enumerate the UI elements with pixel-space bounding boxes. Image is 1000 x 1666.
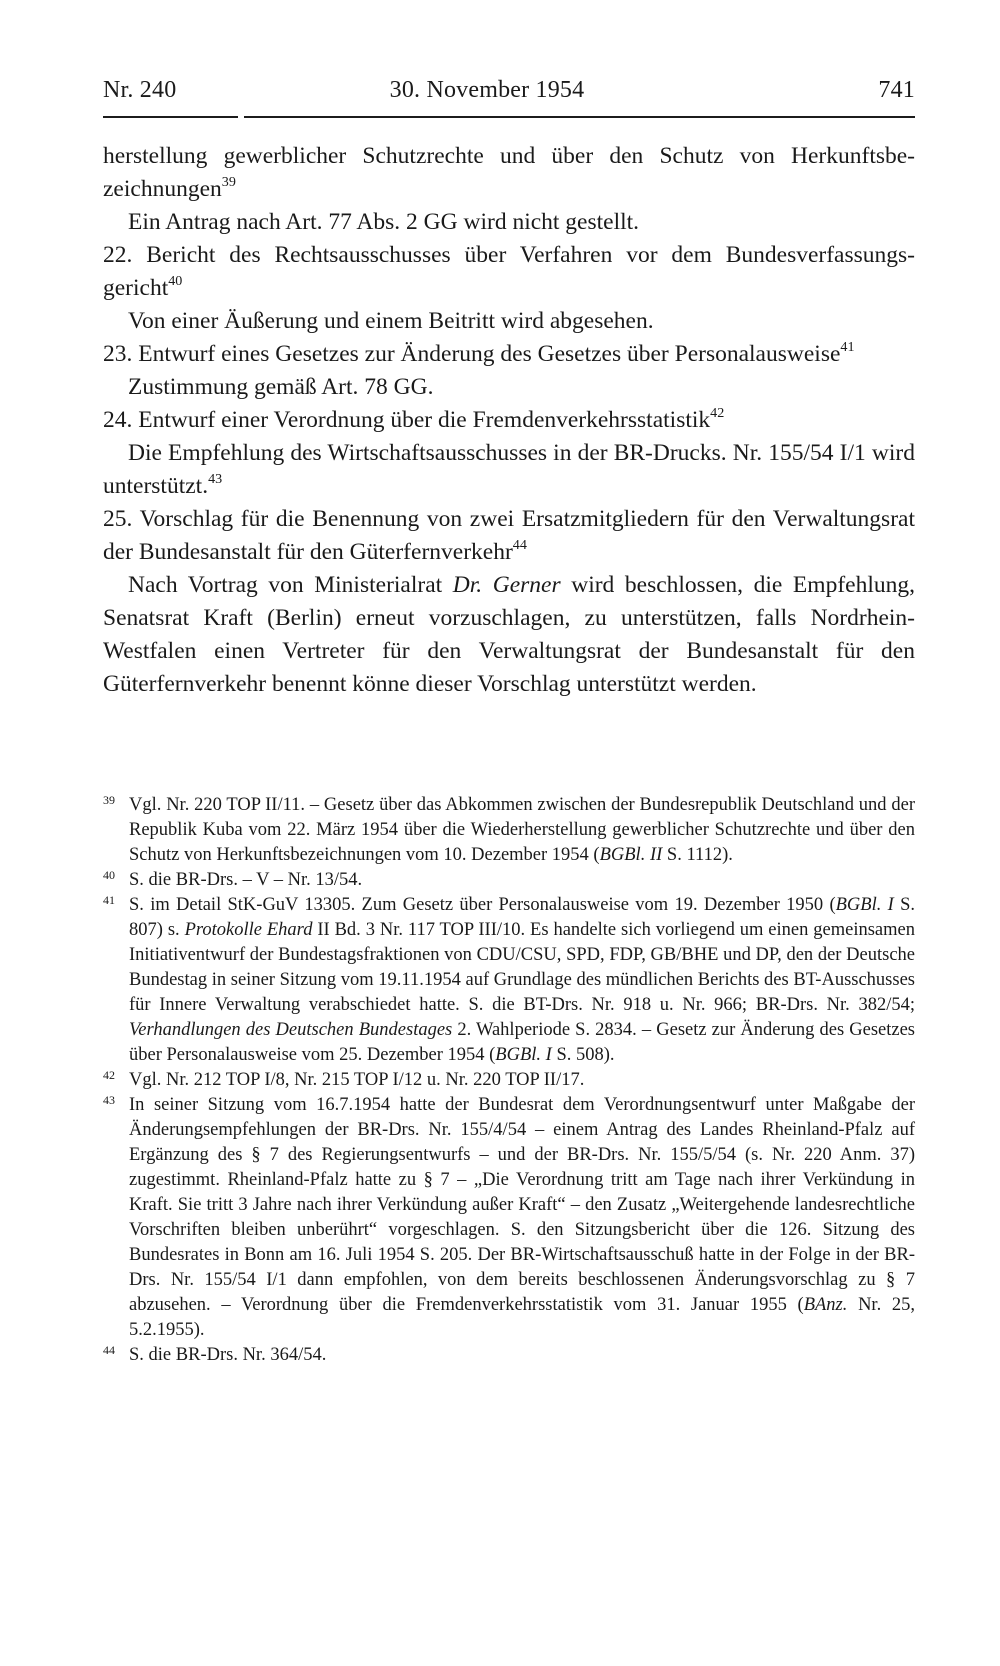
- footnote-ref: 39: [221, 174, 236, 191]
- text-run: II Bd. 3 Nr. 117 TOP III/10. Es handelte sich vorliegend um einen gemeinsamen Initiativentwurf der Bundestagsfraktionen von CDU/CSU, SPD, FDP, GB/BHE und DP, den der Deutsche Bundestag in seiner Sitzung vom 19.11.1954 auf Grundlage des mündlichen Berichts des BT-Ausschusses für Innere Verwaltung verabschiedet hatte. S. die BT-Drs. Nr. 918 u. Nr. 966; BR-Drs. Nr. 382/54;: [129, 920, 915, 1015]
- paragraph: [103, 206, 915, 239]
- text-run: BGBl. I: [835, 895, 894, 915]
- paragraph: [103, 404, 915, 437]
- footnote-text: [129, 868, 915, 893]
- footnote-ref: 40: [168, 273, 183, 290]
- text-run: BAnz.: [803, 1295, 848, 1315]
- footnote-text: [129, 1068, 915, 1093]
- paragraph: [103, 140, 915, 206]
- footnote-text: [129, 893, 915, 1068]
- text-run: Protokolle Ehard: [184, 920, 313, 940]
- footnote-ref: 42: [710, 405, 725, 422]
- footnote-text: [129, 793, 915, 868]
- footnote: [103, 1068, 915, 1093]
- footnote-ref: 41: [840, 339, 855, 356]
- footnote-text: [129, 1093, 915, 1343]
- text-run: Die Empfehlung des Wirtschaftsausschusses in der BR-Drucks. Nr. 155/54 I/1 wird unterstützt.: [103, 440, 915, 499]
- body-text: [103, 140, 915, 701]
- footnote: [103, 868, 915, 893]
- footnote-ref: 44: [512, 537, 527, 554]
- text-run: S. 1112).: [662, 845, 733, 865]
- text-run: Nr. 25, 5.2.1955).: [129, 1295, 916, 1340]
- footnote-marker: 44: [103, 1343, 115, 1357]
- footnote-text: [129, 1343, 915, 1368]
- footnote-section: [103, 793, 915, 1368]
- footnote-marker: 41: [103, 893, 115, 907]
- paragraph: [103, 338, 915, 371]
- header-doc-number: Nr. 240: [103, 77, 177, 103]
- header-page-number: 741: [878, 77, 915, 103]
- footnote: [103, 793, 915, 868]
- text-run: S. 807) s.: [129, 895, 915, 940]
- text-run: BGBl. II: [599, 845, 663, 865]
- paragraph: [103, 503, 915, 569]
- footnote-marker: 40: [103, 868, 115, 882]
- footnote: [103, 893, 915, 1068]
- text-run: 22. Bericht des Rechtsausschusses über Verfahren vor dem Bundesverfassungsgericht: [103, 242, 915, 301]
- text-run: herstellung gewerblicher Schutzrechte und über den Schutz von Herkunftsbezeichnungen: [103, 143, 915, 202]
- text-run: 25. Vorschlag für die Benennung von zwei Ersatzmitgliedern für den Verwaltungsrat der Bundesanstalt für den Güterfernverkehr: [103, 506, 915, 565]
- footnote-ref: 43: [208, 471, 223, 488]
- paragraph: [103, 239, 915, 305]
- text-run: 2. Wahlperiode S. 2834. – Gesetz zur Änderung des Gesetzes über Personalausweise vom 25. Dezember 1954 (: [129, 1020, 915, 1065]
- paragraph: [103, 569, 915, 701]
- text-run: S. im Detail StK-GuV 13305. Zum Gesetz über Personalausweise vom 19. Dezember 1950 (: [129, 895, 836, 915]
- paragraph: [103, 371, 915, 404]
- text-run: Dr. Gerner: [452, 572, 561, 598]
- text-run: S. die BR-Drs. – V – Nr. 13/54.: [129, 870, 363, 890]
- text-run: Von einer Äußerung und einem Beitritt wird abgesehen.: [128, 308, 654, 334]
- paragraph: [103, 437, 915, 503]
- footnote: [103, 1093, 915, 1343]
- footnote-marker: 43: [103, 1093, 115, 1107]
- text-run: 24. Entwurf einer Verordnung über die Fremdenverkehrsstatistik: [103, 407, 711, 433]
- text-run: BGBl. I: [495, 1045, 552, 1065]
- running-head: [103, 78, 915, 102]
- text-run: Vgl. Nr. 220 TOP II/11. – Gesetz über das Abkommen zwischen der Bundesrepublik Deutschland und der Republik Kuba vom 22. März 1954 über die Wiederherstellung gewerblicher Schutzrechte und über den Schutz von Herkunftsbezeichnungen vom 10. Dezember 1954 (: [129, 795, 915, 865]
- text-run: wird beschlossen, die Empfehlung, Senatsrat Kraft (Berlin) erneut vorzuschlagen, zu unterstützen, falls Nordrhein-Westfalen einen Vertreter für den Verwaltungsrat der Bundesanstalt für den Güterfernverkehr benennt könne dieser Vorschlag unterstützt werden.: [103, 572, 915, 697]
- paragraph: [103, 305, 915, 338]
- text-run: Ein Antrag nach Art. 77 Abs. 2 GG wird nicht gestellt.: [128, 209, 640, 235]
- header-rule: [103, 116, 915, 118]
- footnote-marker: 42: [103, 1068, 115, 1082]
- text-run: Nach Vortrag von Ministerialrat: [128, 572, 453, 598]
- text-run: S. 508).: [551, 1045, 615, 1065]
- footnote: [103, 1343, 915, 1368]
- header-date: 30. November 1954: [389, 77, 585, 103]
- text-run: In seiner Sitzung vom 16.7.1954 hatte der Bundesrat dem Verordnungsentwurf unter Maßgabe der Änderungsempfehlungen der BR-Drs. Nr. 155/4/54 – einem Antrag des Landes Rheinland-Pfalz auf Ergänzung des § 7 des Regierungsentwurfs – und der BR-Drs. Nr. 155/5/54 (s. Nr. 220 Anm. 37) zugestimmt. Rheinland-Pfalz hatte zu § 7 – „Die Verordnung tritt am Tage nach ihrer Verkündung in Kraft. Sie tritt 3 Jahre nach ihrer Verkündung außer Kraft“ – den Zusatz „Weitergehende landesrechtliche Vorschriften bleiben unberührt“ vorgeschlagen. S. den Sitzungsbericht über die 126. Sitzung des Bundesrates in Bonn am 16. Juli 1954 S. 205. Der BR-Wirtschaftsausschuß hatte in der Folge in der BR-Drs. Nr. 155/54 I/1 dann empfohlen, von dem bereits beschlossenen Änderungsvorschlag zu § 7 abzusehen. – Verordnung über die Fremdenverkehrsstatistik vom 31. Januar 1955 (: [129, 1095, 915, 1315]
- footnote-marker: 39: [103, 793, 115, 807]
- text-run: 23. Entwurf eines Gesetzes zur Änderung des Gesetzes über Personalausweise: [103, 341, 841, 367]
- text-run: Verhandlungen des Deutschen Bundestages: [129, 1020, 453, 1040]
- text-run: Zustimmung gemäß Art. 78 GG.: [128, 374, 434, 400]
- text-run: Vgl. Nr. 212 TOP I/8, Nr. 215 TOP I/12 u. Nr. 220 TOP II/17.: [129, 1070, 585, 1090]
- text-run: S. die BR-Drs. Nr. 364/54.: [129, 1345, 327, 1365]
